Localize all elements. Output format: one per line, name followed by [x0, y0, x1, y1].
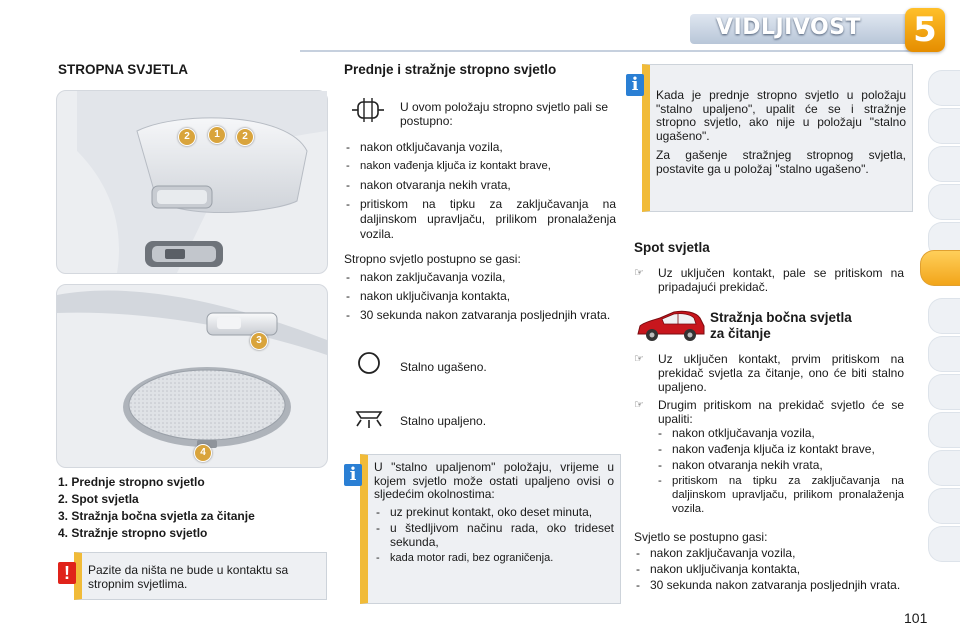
callout-4: 4: [194, 444, 212, 462]
section-heading-reading-lights: [710, 310, 852, 342]
list-item: - nakon otvaranja nekih vrata,: [656, 458, 904, 472]
list-item: - nakon zaključavanja vozila,: [344, 270, 616, 285]
section-heading-ceiling-lights: STROPNA SVJETLA: [58, 62, 189, 77]
list-item: - nakon uključivanja kontakta,: [344, 289, 616, 304]
reading-off-intro: Svjetlo se postupno gasi:: [634, 530, 768, 544]
info-paragraph-1: Kada je prednje stropno svjetlo u položaju "stalno upaljeno", upalit će se i stražnje stropno svjetlo, ako nije u položaju "stalno ugašeno".: [656, 88, 906, 143]
front-ceiling-light-drawing: [57, 91, 327, 273]
list-item: ☞ Uz uključen kontakt, prvim pritiskom na prekidač svjetla za čitanje, ono će biti stalno upaljeno.: [634, 352, 904, 394]
info-icon: i: [626, 74, 644, 96]
page-title: VIDLJIVOST: [716, 15, 862, 40]
list-item: - pritiskom na tipku za zaključavanja na daljinskom upravljaču, prilikom pronalaženja vozila.: [656, 474, 904, 516]
chapter-tab[interactable]: [928, 146, 960, 182]
list-item: ☞ Uz uključen kontakt, pale se pritiskom na pripadajući prekidač.: [634, 266, 904, 294]
info-list: [368, 504, 620, 566]
front-ceiling-light-illustration: [56, 90, 328, 274]
door-mode-icon: [352, 96, 384, 129]
callout-1: 1: [208, 126, 226, 144]
off-intro: Stropno svjetlo postupno se gasi:: [344, 252, 521, 266]
chapter-tab[interactable]: [928, 488, 960, 524]
list-item: ☞ Drugim pritiskom na prekidač svjetlo će se upaliti:: [634, 398, 904, 426]
chapter-tab[interactable]: [928, 412, 960, 448]
legend-item: 2. Spot svjetla: [58, 492, 139, 506]
list-item: - u štedljivom načinu rada, oko trideset sekunda,: [374, 522, 614, 549]
list-item: - nakon vađenja ključa iz kontakt brave,: [344, 159, 616, 174]
warning-icon: !: [58, 562, 76, 584]
info-box-always-on: [360, 454, 621, 604]
chapter-tab[interactable]: [928, 336, 960, 372]
list-item: - nakon otvaranja nekih vrata,: [344, 178, 616, 193]
info-paragraph-2: Za gašenje stražnjeg stropnog svjetla, postavite ga u položaj "stalno ugašeno".: [656, 148, 906, 176]
section-heading-spot-lights: Spot svjetla: [634, 240, 710, 255]
header-divider: [300, 50, 920, 52]
legend-item: 4. Stražnje stropno svjetlo: [58, 526, 208, 540]
reading-heading-line-1: Stražnja bočna svjetla: [710, 310, 852, 325]
chapter-tab[interactable]: [928, 374, 960, 410]
chapter-tab-active[interactable]: [920, 250, 960, 286]
warning-text: Pazite da ništa ne bude u kontaktu sa stropnim svjetlima.: [88, 563, 289, 591]
warning-box: [74, 552, 327, 600]
list-item: - nakon otključavanja vozila,: [344, 140, 616, 155]
chapter-tab[interactable]: [928, 108, 960, 144]
list-item: - 30 sekunda nakon zatvaranja posljednjih vrata.: [634, 578, 904, 592]
callout-3: 3: [250, 332, 268, 350]
reading-lights-list: [634, 352, 904, 426]
info-icon: i: [344, 464, 362, 486]
list-item: - nakon uključivanja kontakta,: [634, 562, 904, 576]
reading-sub-list: [656, 426, 904, 516]
callout-2: 2: [178, 128, 196, 146]
spot-lights-list: [634, 266, 904, 294]
car-icon: [634, 308, 706, 349]
off-conditions-list: [344, 270, 616, 323]
info-box-rear-light: [642, 64, 913, 212]
section-heading-front-rear-light: Prednje i stražnje stropno svjetlo: [344, 62, 557, 77]
reading-off-list: [634, 546, 904, 592]
page-number: 101: [904, 610, 928, 626]
chapter-tab[interactable]: [928, 526, 960, 562]
reading-heading-line-2: za čitanje: [710, 326, 771, 341]
list-item: - kada motor radi, bez ograničenja.: [374, 552, 614, 566]
always-on-label: Stalno upaljeno.: [400, 414, 487, 428]
list-item: - uz prekinut kontakt, oko deset minuta,: [374, 506, 614, 520]
on-conditions-list: [344, 140, 616, 242]
always-off-label: Stalno ugašeno.: [400, 360, 487, 374]
chapter-tab[interactable]: [928, 184, 960, 220]
rear-ceiling-light-drawing: [57, 285, 327, 467]
chapter-tab[interactable]: [928, 70, 960, 106]
chapter-tab[interactable]: [928, 298, 960, 334]
off-position-icon: [356, 350, 382, 381]
chapter-tab[interactable]: [928, 450, 960, 486]
on-position-icon: [352, 404, 386, 437]
list-item: - 30 sekunda nakon zatvaranja posljednjih vrata.: [344, 308, 616, 323]
list-item: - nakon vađenja ključa iz kontakt brave,: [656, 442, 904, 456]
rear-ceiling-light-illustration: [56, 284, 328, 468]
list-item: - pritiskom na tipku za zaključavanja na daljinskom upravljaču, prilikom pronalaženja vozila.: [344, 197, 616, 242]
legend-item: 1. Prednje stropno svjetlo: [58, 475, 205, 489]
legend-item: 3. Stražnja bočna svjetla za čitanje: [58, 509, 255, 523]
door-mode-description: U ovom položaju stropno svjetlo pali se postupno:: [400, 100, 609, 128]
callout-2: 2: [236, 128, 254, 146]
info-intro: U "stalno upaljenom" položaju, vrijeme u kojem svjetlo može ostati upaljeno ovisi o sljedećim okolnostima:: [374, 460, 614, 501]
list-item: - nakon zaključavanja vozila,: [634, 546, 904, 560]
legend-list: [58, 474, 328, 542]
list-item: - nakon otključavanja vozila,: [656, 426, 904, 440]
chapter-number-badge: 5: [905, 8, 945, 52]
